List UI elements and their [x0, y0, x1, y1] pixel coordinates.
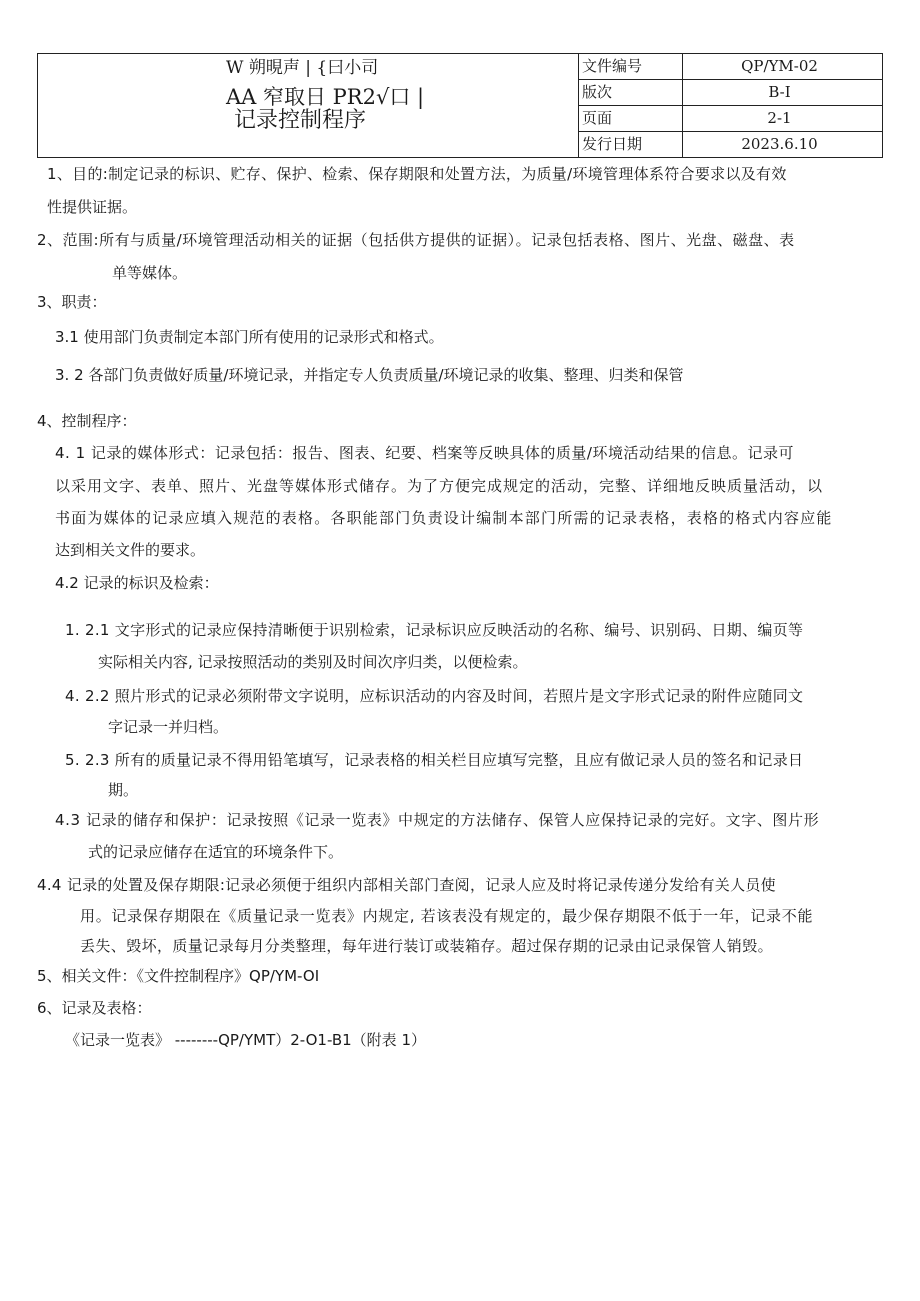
control-heading: 4、控制程序：: [37, 412, 137, 430]
records-item: 《记录一览表》 --------QP/YMT）2-O1-B1（附表 1）: [65, 1031, 426, 1049]
section-4-2-2-line-2: 字记录一并归档。: [108, 718, 229, 736]
section-4-1-line-4: 达到相关文件的要求。: [55, 541, 206, 559]
section-4-3-line-2: 式的记录应储存在适宜的环境条件下。: [88, 843, 344, 861]
records-heading: 6、记录及表格：: [37, 999, 152, 1017]
purpose-line-1: 1、目的:制定记录的标识、贮存、保护、检索、保存期限和处置方法，为质量/环境管理体系符合要求以及有效: [47, 165, 787, 183]
document-header-table: [37, 53, 883, 158]
version-label: 版次: [579, 80, 683, 106]
header-code-line: AA 窄取日 PR2√口 |: [226, 85, 425, 109]
duty-heading: 3、职责：: [37, 293, 107, 311]
section-4-2-heading: 4.2 记录的标识及检索：: [55, 574, 219, 592]
section-4-4-line-1: 4.4 记录的处置及保存期限:记录必须便于组织内部相关部门查阅，记录人应及时将记录传递分发给有关人员使: [37, 876, 776, 894]
company-name: W 朔晛声 | {曰小司: [226, 58, 379, 78]
section-4-1-line-3: 书面为媒体的记录应填入规范的表格。各职能部门负责设计编制本部门所需的记录表格，表格的格式内容应能: [55, 509, 833, 527]
version-value: B-I: [683, 80, 883, 106]
doc-number-label: 文件编号: [579, 54, 683, 80]
issue-date-value: 2023.6.10: [683, 132, 883, 158]
section-4-4-line-2: 用。记录保存期限在《质量记录一览表》内规定, 若该表没有规定的，最少保存期限不低于一年，记录不能: [80, 907, 814, 925]
duty-item-3-1: 3.1 使用部门负责制定本部门所有使用的记录形式和格式。: [55, 328, 444, 346]
section-4-1-line-2: 以采用文字、表单、照片、光盘等媒体形式储存。为了方便完成规定的活动，完整、详细地反映质量活动，以: [55, 477, 824, 495]
section-4-2-1-line-1: 1. 2.1 文字形式的记录应保持清晰便于识别检索，记录标识应反映活动的名称、编号、识别码、日期、编页等: [65, 621, 804, 639]
document-title: 记录控制程序: [234, 108, 367, 133]
section-4-1-line-1: 4. 1 记录的媒体形式：记录包括：报告、图表、纪要、档案等反映具体的质量/环境活动结果的信息。记录可: [55, 444, 794, 462]
purpose-line-2: 性提供证据。: [47, 198, 138, 216]
issue-date-label: 发行日期: [579, 132, 683, 158]
section-4-2-3-line-1: 5. 2.3 所有的质量记录不得用铅笔填写，记录表格的相关栏目应填写完整，且应有做记录人员的签名和记录日: [65, 751, 804, 769]
section-4-2-1-line-2: 实际相关内容, 记录按照活动的类别及时间次序归类，以便检索。: [98, 653, 528, 671]
header-title-cell: [38, 54, 579, 158]
section-4-4-line-3: 丢失、毁坏，质量记录每月分类整理，每年进行装订或装箱存。超过保存期的记录由记录保管人销毁。: [80, 937, 774, 955]
section-4-3-line-1: 4.3 记录的储存和保护：记录按照《记录一览表》中规定的方法储存、保管人应保持记录的完好。文字、图片形: [55, 811, 820, 829]
scope-line-2: 单等媒体。: [112, 264, 188, 282]
section-4-2-2-line-1: 4. 2.2 照片形式的记录必须附带文字说明，应标识活动的内容及时间，若照片是文字形式记录的附件应随同文: [65, 687, 804, 705]
related-docs-line: 5、相关文件：《文件控制程序》QP/YM-OI: [37, 967, 320, 985]
section-4-2-3-line-2: 期。: [108, 781, 139, 799]
doc-number-value: QP/YM-02: [683, 54, 883, 80]
duty-item-3-2: 3. 2 各部门负责做好质量/环境记录，并指定专人负责质量/环境记录的收集、整理、归类和保管: [55, 366, 684, 384]
header-row: [38, 54, 883, 80]
page-value: 2-1: [683, 106, 883, 132]
page-label: 页面: [579, 106, 683, 132]
scope-line-1: 2、范围:所有与质量/环境管理活动相关的证据（包括供方提供的证据）。记录包括表格、图片、光盘、磁盘、表: [37, 231, 795, 249]
